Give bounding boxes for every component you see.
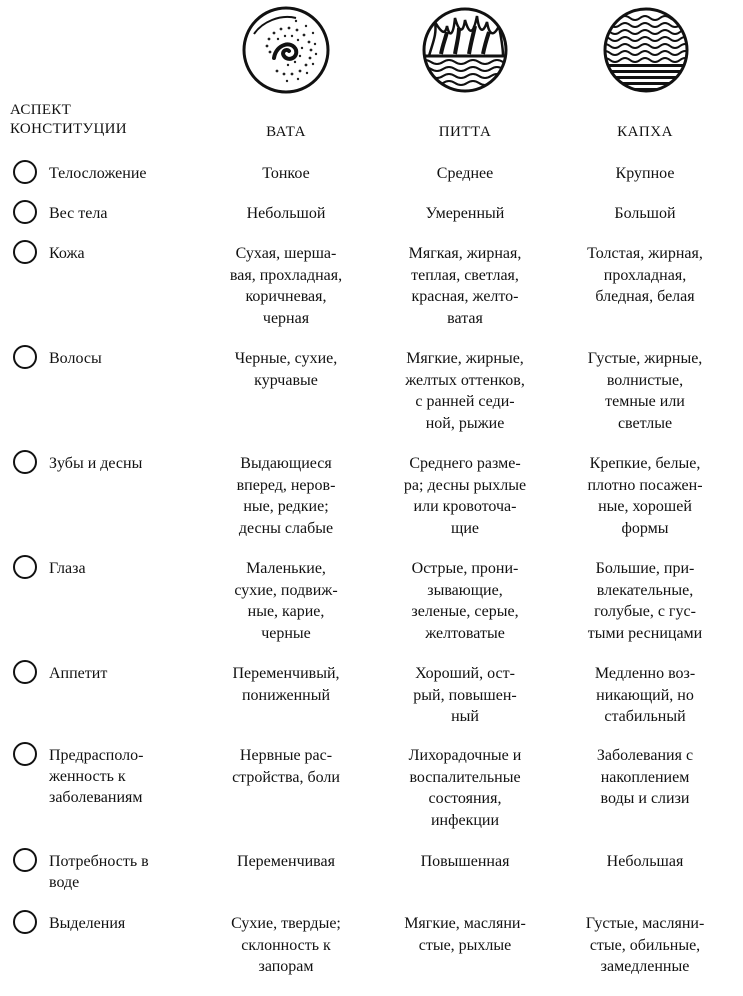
cell-vata: Переменчивая (237, 853, 335, 870)
cell-vata: Черные, сухие, курчавые (234, 350, 338, 389)
cell-vata: Выдающиеся вперед, неров- ные, редкие; десны слабые (236, 455, 336, 537)
checkbox-circle[interactable] (13, 742, 37, 766)
cell-pitta: Среднего разме- ра; десны рыхлые или кровоточа- щие (403, 455, 527, 537)
column-header-kapha: КАПХА (617, 124, 673, 140)
aspect-label: Выделения (49, 915, 126, 932)
cell-vata: Тонкое (262, 165, 310, 182)
cell-kapha: Медленно воз- никающий, но стабильный (594, 665, 696, 725)
checkbox-circle[interactable] (13, 200, 37, 224)
cell-kapha: Густые, масляни- стые, обильные, замедленные (585, 915, 705, 975)
wave-earth-icon (600, 4, 692, 96)
cell-vata: Сухая, шерша- вая, прохладная, коричневая, черная (229, 245, 343, 327)
cell-kapha: Крепкие, белые, плотно посажен- ные, хорошей формы (587, 455, 703, 537)
cell-kapha: Толстая, жирная, прохладная, бледная, белая (587, 245, 703, 305)
column-header-vata: ВАТА (266, 124, 306, 140)
aspect-label: Аппетит (49, 665, 108, 682)
cell-pitta: Хороший, ост- рый, повышен- ный (413, 665, 517, 725)
cell-pitta: Среднее (436, 165, 494, 182)
aspect-label: Кожа (49, 245, 85, 262)
cell-vata: Нервные рас- стройства, боли (232, 747, 340, 786)
cell-kapha: Большие, при- влекательные, голубые, с гус- тыми ресницами (587, 560, 703, 642)
cell-pitta: Повышенная (420, 853, 510, 870)
cell-pitta: Умеренный (425, 205, 505, 222)
cell-kapha: Крупное (615, 165, 675, 182)
cell-pitta: Мягкие, жирные, желтых оттенков, с ранней седи- ной, рыжие (405, 350, 525, 432)
checkbox-circle[interactable] (13, 848, 37, 872)
aspect-label: Глаза (49, 560, 86, 577)
checkbox-circle[interactable] (13, 660, 37, 684)
cell-vata: Сухие, твердые; склонность к запорам (231, 915, 341, 975)
aspect-label: Потребность в воде (49, 853, 149, 891)
checkbox-circle[interactable] (13, 345, 37, 369)
cell-kapha: Густые, жирные, волнистые, темные или светлые (587, 350, 703, 432)
column-header-pitta: ПИТТА (438, 124, 492, 140)
checkbox-circle[interactable] (13, 910, 37, 934)
aspect-header-line1: АСПЕКТ (10, 102, 72, 118)
cell-vata: Маленькие, сухие, подвиж- ные, карие, черные (234, 560, 338, 642)
cell-pitta: Мягкая, жирная, теплая, светлая, красная, желто- ватая (408, 245, 522, 327)
cell-pitta: Лихорадочные и воспалительные состояния, инфекции (408, 747, 522, 829)
checkbox-circle[interactable] (13, 555, 37, 579)
cell-kapha: Большой (614, 205, 676, 222)
cell-vata: Небольшой (246, 205, 326, 222)
aspect-label: Вес тела (49, 205, 108, 222)
cell-kapha: Заболевания с накоплением воды и слизи (596, 747, 694, 807)
aspect-label: Предрасполо- женность к заболеваниям (49, 747, 144, 806)
aspect-label: Телосложение (49, 165, 147, 182)
checkbox-circle[interactable] (13, 450, 37, 474)
aspect-column-header (10, 101, 127, 139)
checkbox-circle[interactable] (13, 160, 37, 184)
cell-vata: Переменчивый, пониженный (232, 665, 340, 704)
aspect-header-line2: КОНСТИТУЦИИ (10, 121, 127, 137)
cell-kapha: Небольшая (606, 853, 684, 870)
aspect-label: Волосы (49, 350, 102, 367)
fire-water-icon (419, 4, 511, 96)
cell-pitta: Мягкие, масляни- стые, рыхлые (404, 915, 526, 954)
aspect-label: Зубы и десны (49, 455, 143, 472)
checkbox-circle[interactable] (13, 240, 37, 264)
wind-spiral-icon (240, 4, 332, 96)
cell-pitta: Острые, прони- зывающие, зеленые, серые, желтоватые (411, 560, 519, 642)
